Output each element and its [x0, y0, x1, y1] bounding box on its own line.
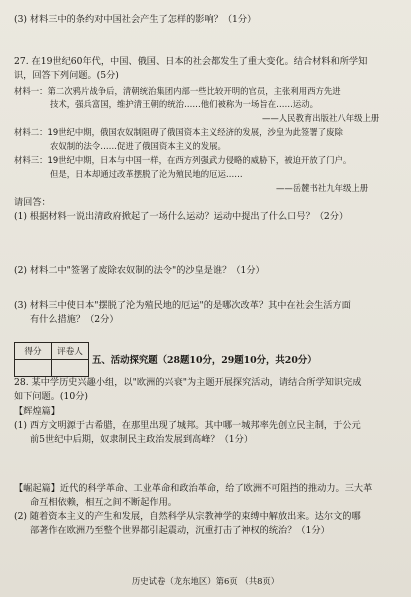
- page-footer: 历史试卷（龙东地区）第6页 （共8页）: [131, 576, 280, 586]
- score-cell: [15, 360, 52, 377]
- question-28-stem: 28. 某中学历史兴趣小组，以"欧洲的兴衰"为主题开展探究活动，请结合所学知识完成: [14, 377, 362, 388]
- rise-section-intro: 【崛起篇】近代的科学革命、工业革命和政治革命，给了欧洲不可阻挡的推动力。三大革: [14, 483, 373, 494]
- grader-header: 评卷人: [52, 343, 89, 360]
- question-28-stem-cont: 如下问题。(10分): [14, 391, 88, 402]
- question-28-1: (1) 西方文明源于古希腊，在那里出现了城邦。其中哪一城邦率先创立民主制，于公元: [14, 420, 361, 431]
- material-3-source: ——岳麓书社九年级上册: [276, 183, 369, 193]
- question-28-2: (2) 随着资本主义的产生和发展，自然科学从宗教神学的束缚中解放出来。达尔文的哪: [14, 511, 361, 522]
- glory-section-title: 【辉煌篇】: [14, 406, 60, 417]
- material-3-line1: 材料三：19世纪中期，日本与中国一样，在西方列强武力侵略的威胁下，被迫开放了门户。: [14, 155, 352, 165]
- question-27-3: (3) 材料三中使日本"摆脱了沦为殖民地的厄运"的是哪次改革？其中在社会生活方面: [14, 300, 351, 311]
- score-table: [14, 342, 89, 377]
- material-1-line1: 材料一：第二次鸦片战争后，清朝统治集团内部一些比较开明的官员，主张利用西方先进: [14, 86, 341, 96]
- question-27-1: (1) 根据材料一说出清政府掀起了一场什么运动？运动中提出了什么口号？（2分）: [14, 211, 349, 222]
- material-2-line2: 农奴制的法令……促进了俄国资本主义的发展。: [50, 141, 226, 151]
- grader-cell: [52, 360, 89, 377]
- material-1-source: ——人民教育出版社八年级上册: [262, 113, 380, 123]
- score-header: 得分: [15, 343, 52, 360]
- material-3-line2: 但是，日本却通过改革摆脱了沦为殖民地的厄运……: [50, 169, 243, 179]
- question-27-2: (2) 材料二中"签署了废除农奴制的法令"的沙皇是谁？（1分）: [14, 265, 265, 276]
- question-28-2-cont: 部著作在欧洲乃至整个世界都引起震动，沉重打击了神权的统治？（1分）: [30, 525, 330, 536]
- question-3-prev: (3) 材料三中的条约对中国社会产生了怎样的影响？（1分）: [14, 14, 257, 25]
- question-27-stem-cont: 识，回答下列问题。(5分): [14, 70, 119, 81]
- question-27-3-cont: 有什么措施？（2分）: [30, 314, 119, 325]
- material-2-line1: 材料二：19世纪中期，俄国农奴制阻碍了俄国资本主义经济的发展，沙皇为此签署了废除: [14, 127, 343, 137]
- section-title: 五、活动探究题（28题10分，29题10分，共20分）: [92, 355, 317, 366]
- question-28-1-cont: 前5世纪中后期，奴隶制民主政治发展到高峰？（1分）: [30, 434, 254, 445]
- material-1-line2: 技术，强兵富国，维护清王朝的统治……他们被称为一场旨在……运动。: [50, 99, 318, 109]
- rise-section-intro-cont: 命互相依赖，相互之间不断起作用。: [30, 497, 177, 508]
- question-27-stem: 27. 在19世纪60年代，中国、俄国、日本的社会都发生了重大变化。结合材料和所学知: [14, 56, 368, 67]
- answer-prompt: 请回答：: [14, 197, 51, 208]
